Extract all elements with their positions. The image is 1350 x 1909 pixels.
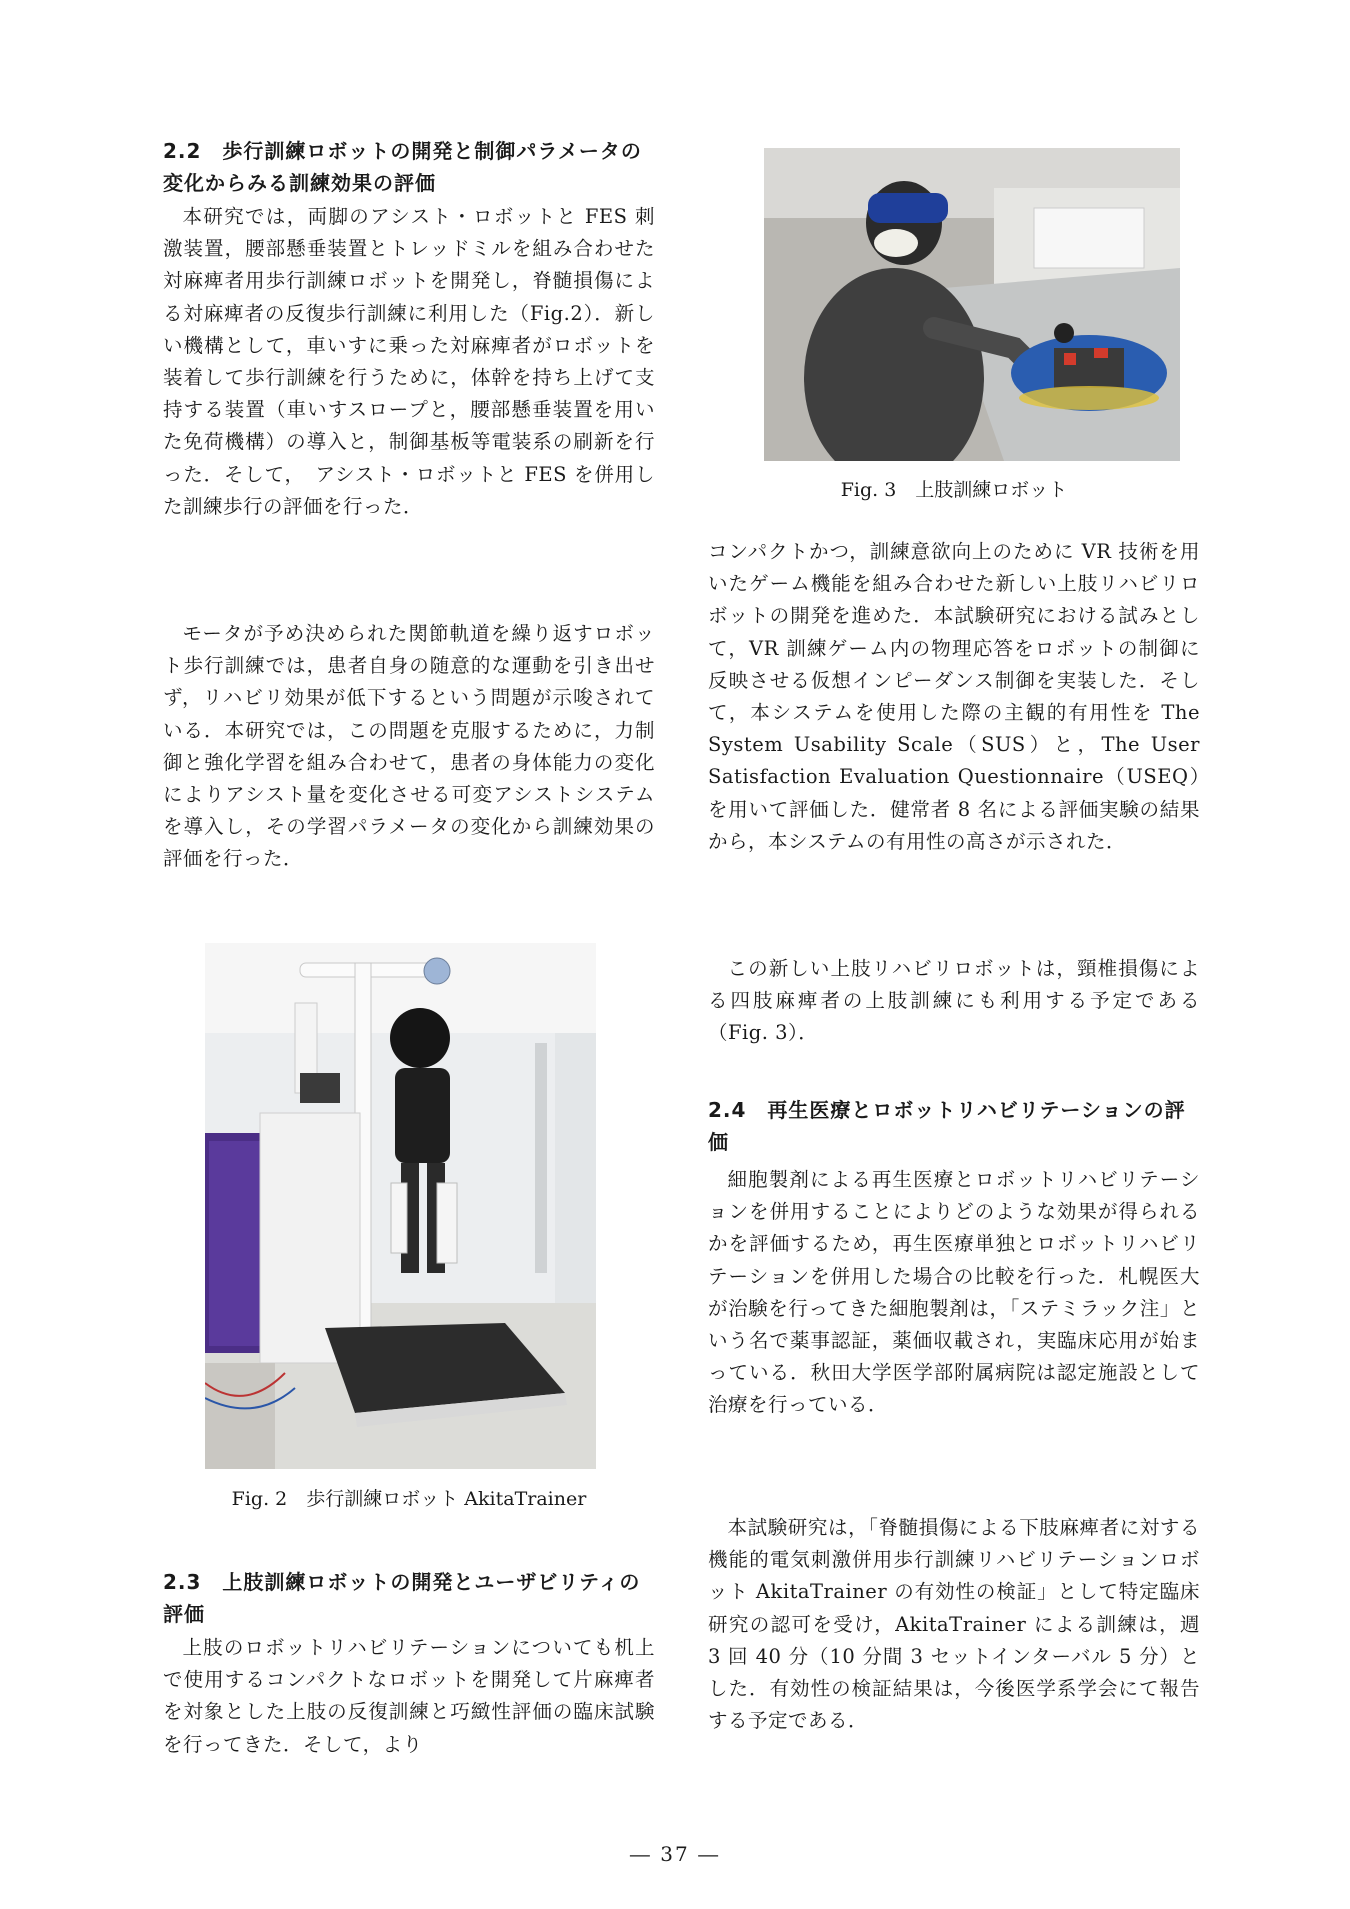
page-number: ― 37 ― bbox=[629, 1842, 721, 1866]
figure-3-caption: Fig. 3 上肢訓練ロボット bbox=[840, 479, 1068, 501]
walking-robot-photo bbox=[205, 943, 596, 1469]
section-2-4-paragraph-2: 本試験研究は，「脊髄損傷による下肢麻痺者に対する機能的電気刺激併用歩行訓練リハビリテーションロボット AkitaTrainer の有効性の検証」として特定臨床研究の認可を受け，AkitaTrainer による訓練は，週 3 回 40 分（10 分間 3 セットインターバル 5 分）とした．有効性の検証結果は，今後医学系学会にて報告する予定である． bbox=[708, 1516, 1200, 1733]
section-2-3-heading: 2.3 上肢訓練ロボットの開発とユーザビリティの評価 bbox=[163, 1570, 641, 1626]
section-2-2-heading: 2.2 歩行訓練ロボットの開発と制御パラメータの変化からみる訓練効果の評価 bbox=[163, 139, 642, 195]
section-2-3-paragraph-1: 上肢のロボットリハビリテーションについても机上で使用するコンパクトなロボットを開発して片麻痺者を対象とした上肢の反復訓練と巧緻性評価の臨床試験を行ってきた．そして，より bbox=[163, 1636, 655, 1756]
figure-2-caption: Fig. 2 歩行訓練ロボット AkitaTrainer bbox=[231, 1488, 587, 1510]
section-2-2-paragraph-2: モータが予め決められた関節軌道を繰り返すロボット歩行訓練では，患者自身の随意的な運動を引き出せず，リハビリ効果が低下するという問題が示唆されている．本研究では，この問題を克服するために，力制御と強化学習を組み合わせて，患者の身体能力の変化によりアシスト量を変化させる可変アシストシステムを導入し，その学習パラメータの変化から訓練効果の評価を行った． bbox=[163, 622, 655, 871]
section-2-4-paragraph-1: 細胞製剤による再生医療とロボットリハビリテーションを併用することによりどのような効果が得られるかを評価するため，再生医療単独とロボットリハビリテーションを併用した場合の比較を行った．札幌医大が治験を行ってきた細胞製剤は，「ステミラック注」という名で薬事認証，薬価収載され，実臨床応用が始まっている．秋田大学医学部附属病院は認定施設として治療を行っている． bbox=[708, 1168, 1200, 1417]
upper-limb-robot-photo bbox=[764, 148, 1180, 461]
figure-2-photo bbox=[205, 943, 596, 1469]
figure-3-photo bbox=[764, 148, 1180, 461]
continued-paragraph: コンパクトかつ，訓練意欲向上のために VR 技術を用いたゲーム機能を組み合わせた新しい上肢リハビリロボットの開発を進めた．本試験研究における試みとして，VR 訓練ゲーム内の物理応答をロボットの制御に反映させる仮想インピーダンス制御を実装した．そして，本システムを使用した際の主観的有用性を The System Usability Scale（SUS）と，The User Satisfaction Evaluation Questionnaire（USEQ）を用いて評価した．健常者 8 名による評価実験の結果から，本システムの有用性の高さが示された． bbox=[708, 540, 1200, 853]
section-2-2-paragraph-1: 本研究では，両脚のアシスト・ロボットと FES 刺激装置，腰部懸垂装置とトレッドミルを組み合わせた対麻痺者用歩行訓練ロボットを開発し，脊髄損傷による対麻痺者の反復歩行訓練に利用した（Fig.2）．新しい機構として，車いすに乗った対麻痺者がロボットを装着して歩行訓練を行うために，体幹を持ち上げて支持する装置（車いすスロープと，腰部懸垂装置を用いた免荷機構）の導入と，制御基板等電装系の刷新を行った．そして， アシスト・ロボットと FES を併用した訓練歩行の評価を行った． bbox=[163, 205, 655, 518]
fig3-reference-paragraph: この新しい上肢リハビリロボットは，頸椎損傷による四肢麻痺者の上肢訓練にも利用する予定である（Fig. 3）． bbox=[708, 957, 1200, 1045]
section-2-4-heading: 2.4 再生医療とロボットリハビリテーションの評価 bbox=[708, 1098, 1186, 1154]
